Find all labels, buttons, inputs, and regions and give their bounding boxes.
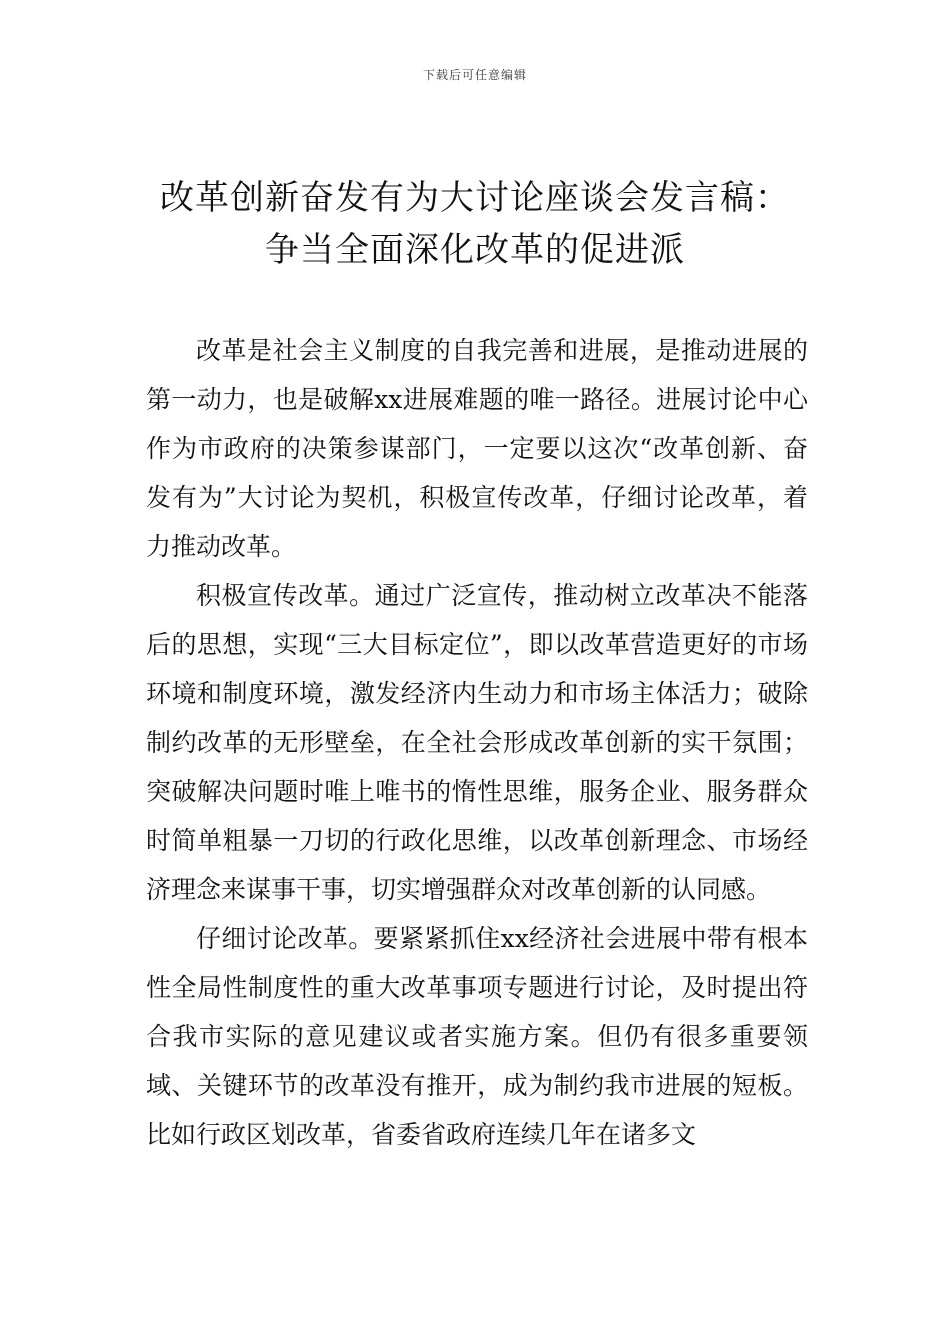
title-line-1: 改革创新奋发有为大讨论座谈会发言稿： (160, 178, 790, 218)
paragraph-2: 积极宣传改革。通过广泛宣传，推动树立改革决不能落后的思想，实现“三大目标定位”，即以改革营造更好的市场环境和制度环境，激发经济内生动力和市场主体活力；破除制约改革的无形壁垒，在全社会形成改革创新的实干氛围；突破解决问题时唯上唯书的惰性思维，服务企业、服务群众时简单粗暴一刀切的行政化思维，以改革创新理念、市场经济理念来谋事干事，切实增强群众对改革创新的认同感。 (146, 581, 808, 904)
title-line-2: 争当全面深化改革的促进派 (265, 230, 685, 270)
paragraph-3: 仔细讨论改革。要紧紧抓住xx经济社会进展中带有根本性全局性制度性的重大改革事项专题进行讨论，及时提出符合我市实际的意见建议或者实施方案。但仍有很多重要领域、关键环节的改革没有推开，成为制约我市进展的短板。比如行政区划改革，省委省政府连续几年在诸多文 (146, 924, 808, 1149)
header-note: 下载后可任意编辑 (422, 68, 527, 82)
paragraph-1: 改革是社会主义制度的自我完善和进展，是推动进展的第一动力，也是破解xx进展难题的唯一路径。进展讨论中心作为市政府的决策参谋部门，一定要以这次“改革创新、奋发有为”大讨论为契机，积极宣传改革，仔细讨论改革，着力推动改革。 (146, 336, 808, 561)
document-title (100, 172, 850, 276)
document-body (146, 326, 808, 1159)
